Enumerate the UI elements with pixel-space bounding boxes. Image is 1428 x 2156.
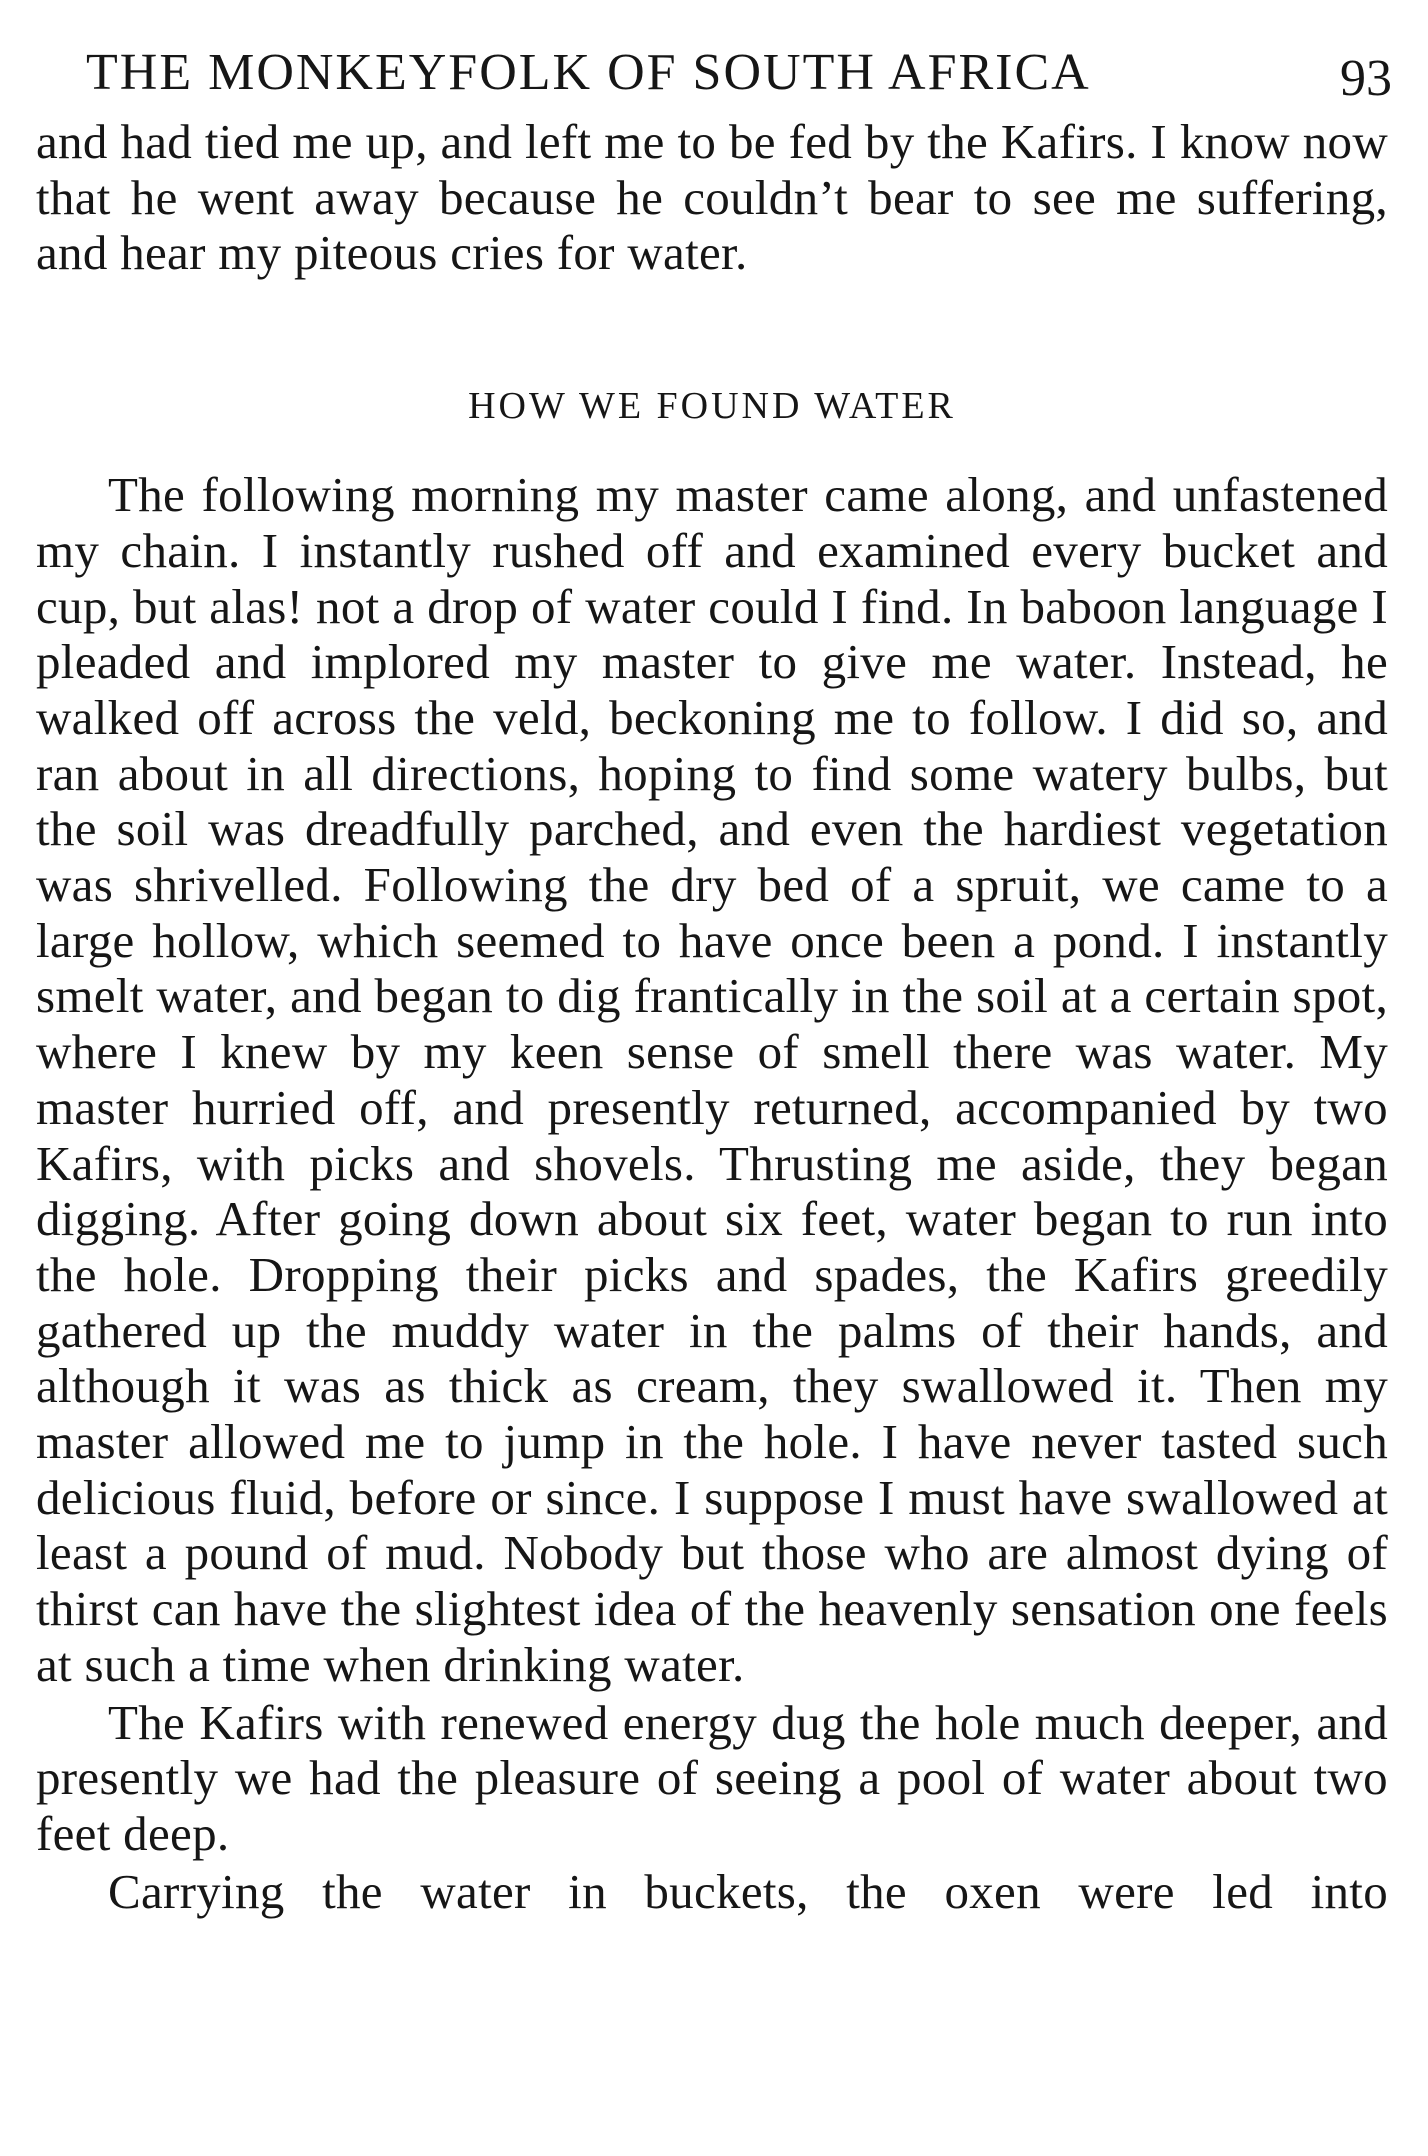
section-heading: HOW WE FOUND WATER	[468, 385, 956, 428]
paragraph-following-morning: The following morning my master came along, and unfastened my chain. I instantly rushed off and examined every bucket and cup, but alas! not a drop of water could I find. In baboon language I pleaded and implored my master to give me water. Instead, he walked off across the veld, beckoning me to follow. I did so, and ran about in all directions, hoping to find some watery bulbs, but the soil was dreadfully parched, and even the hardiest vegetation was shrivelled. Following the dry bed of a spruit, we came to a large hollow, which seemed to have once been a pond. I instantly smelt water, and began to dig frantically in the soil at a certain spot, where I knew by my keen sense of smell there was water. My master hurried off, and presently returned, accompanied by two Kafirs, with picks and shovels. Thrusting me aside, they began digging. After going down about six feet, water began to run into the hole. Dropping their picks and spades, the Kafirs greedily gathered up the muddy water in the palms of their hands, and although it was as thick as cream, they swallowed it. Then my master allowed me to jump in the hole. I have never tasted such delicious fluid, before or since. I suppose I must have swallowed at least a pound of mud. Nobody but those who are almost dying of thirst can have the slightest idea of the heavenly sensation one feels at such a time when drinking water.	[36, 467, 1388, 1692]
paragraph-kafirs-dug-deeper: The Kafirs with renewed energy dug the hole much deeper, and presently we had the pleasure of seeing a pool of water about two feet deep.	[36, 1694, 1388, 1861]
paragraph-carrying-water: Carrying the water in buckets, the oxen were led into	[108, 1863, 1388, 1919]
book-page	[36, 38, 1392, 1919]
running-title: THE MONKEYFOLK OF SOUTH AFRICA	[86, 44, 1091, 101]
running-head	[36, 38, 1392, 108]
page-number: 93	[1340, 50, 1392, 107]
paragraph-continued: and had tied me up, and left me to be fed by the Kafirs. I know now that he went away because he couldn’t bear to see me suffering, and hear my piteous cries for water.	[36, 114, 1388, 281]
